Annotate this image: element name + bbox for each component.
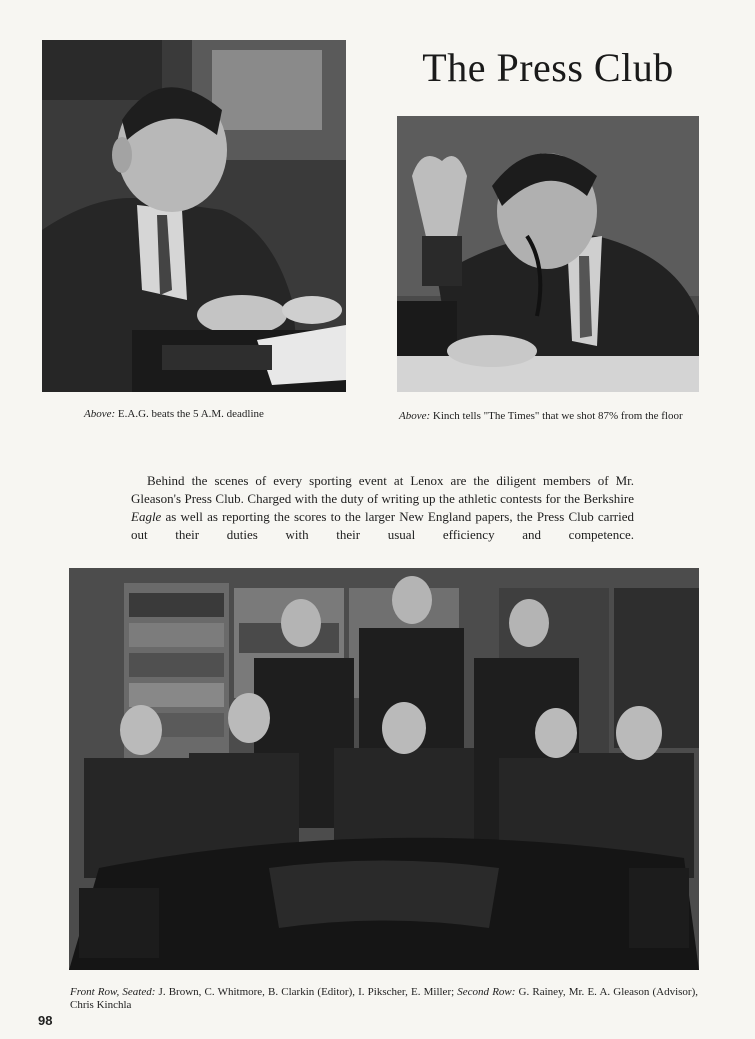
caption-group-lead-second: Second Row:: [457, 986, 516, 998]
caption-phone: [399, 410, 699, 422]
caption-typing: [84, 408, 344, 420]
caption-phone-text: Kinch tells "The Times" that we shot 87% from the floor: [430, 410, 683, 422]
photo-press-club-group-image: [69, 568, 699, 970]
caption-group: [70, 986, 698, 1012]
caption-group-front-names: J. Brown, C. Whitmore, B. Clarkin (Editor), I. Pikscher, E. Miller;: [155, 986, 458, 998]
photo-man-typing-image: [42, 40, 346, 392]
photo-boy-on-phone-image: [397, 116, 699, 392]
photo-press-club-group: [69, 568, 699, 970]
caption-group-lead-front: Front Row, Seated:: [70, 986, 156, 998]
page-number: 98: [38, 1013, 53, 1028]
caption-group-second-names: G. Rainey, Mr. E. A. Gleason (Advisor), Chris Kinchla: [70, 986, 698, 1011]
body-text-emphasis: Eagle: [131, 509, 162, 524]
caption-typing-lead: Above:: [84, 408, 116, 420]
page-title: The Press Club: [422, 45, 674, 90]
photo-boy-on-phone: [397, 116, 699, 392]
body-text-part-1: Behind the scenes of every sporting event at Lenox are the diligent members of Mr. Gleason's Press Club. Charged with the duty of writing up the athletic contests for the Berkshire: [131, 473, 634, 506]
photo-man-typing: [42, 40, 346, 392]
caption-phone-lead: Above:: [399, 410, 431, 422]
body-paragraph: [131, 472, 634, 544]
body-text-part-2: as well as reporting the scores to the larger New England papers, the Press Club carried out their duties with their usual efficiency and competence.: [131, 509, 634, 542]
caption-typing-text: E.A.G. beats the 5 A.M. deadline: [115, 408, 264, 420]
